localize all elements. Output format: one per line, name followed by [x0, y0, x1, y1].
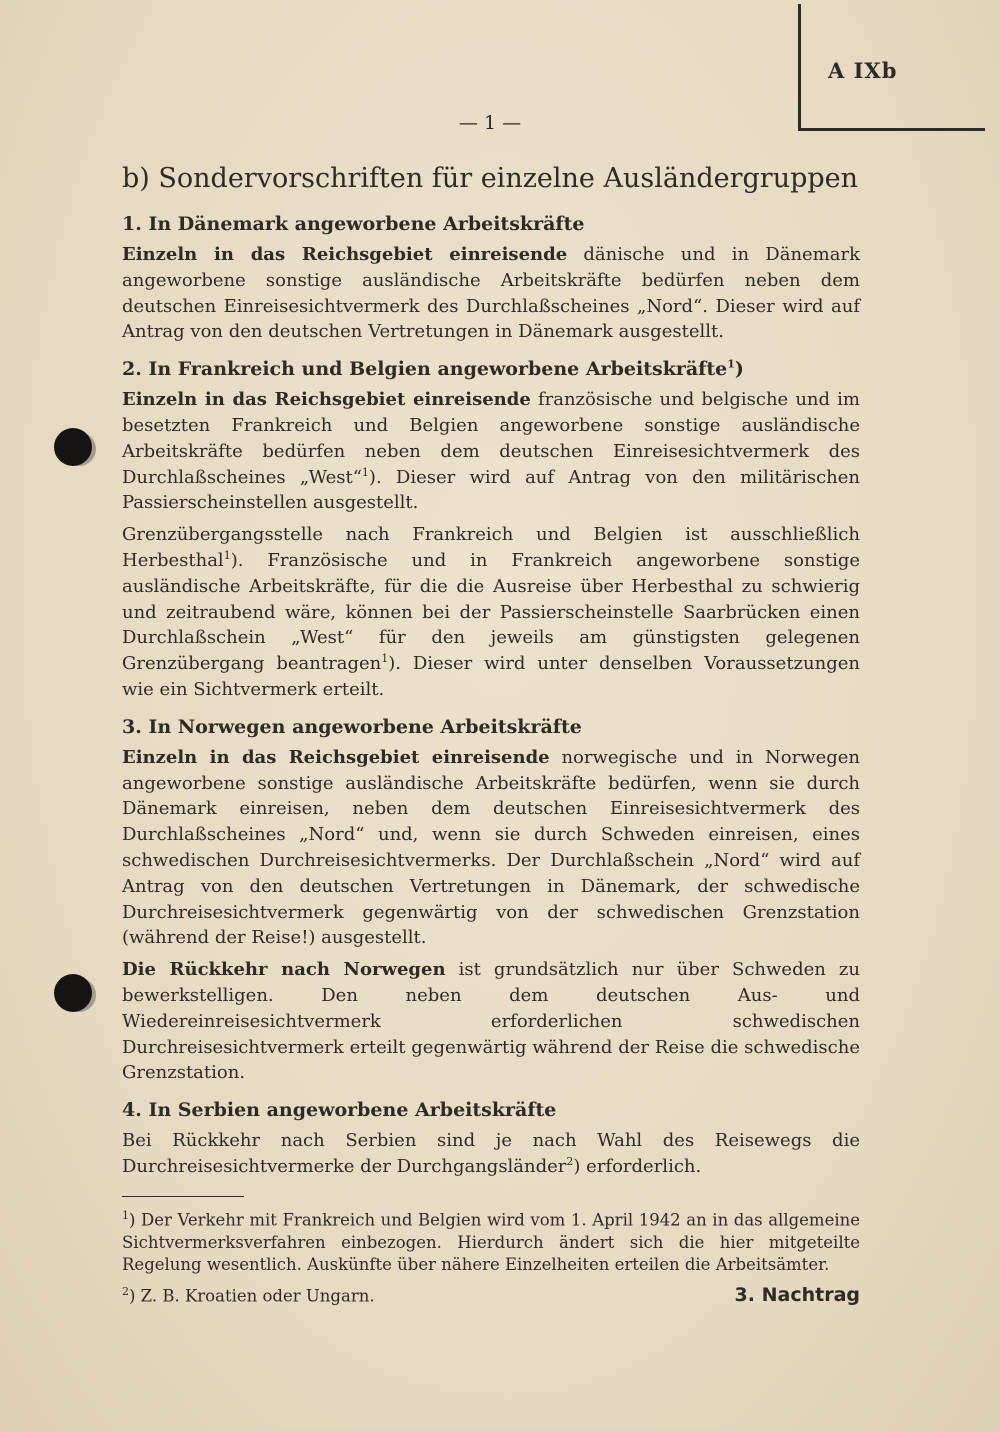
paragraph-text-end: ). Dieser wird unter denselben Voraussetzungen wie ein Sichtvermerk erteilt. [122, 653, 860, 700]
punch-hole-bottom [54, 974, 92, 1012]
footnote-ref: 1 [381, 652, 389, 666]
supplement-label: 3. Nachtrag [734, 1284, 860, 1306]
footnote-ref: 1 [223, 548, 231, 562]
document-title: b) Sondervorschriften für einzelne Ausländergruppen [122, 163, 859, 194]
footnote-mark: 1 [122, 1208, 129, 1222]
paragraph-lead: Die Rückkehr nach Norwegen [122, 959, 446, 981]
paragraph-lead: Einzeln in das Reichsgebiet einreisende [122, 746, 550, 768]
section-heading: 4. In Serbien angeworbene Arbeitskräfte [122, 1099, 557, 1122]
document-body [122, 160, 860, 1312]
footnote-ref: 1 [727, 357, 735, 371]
paragraph-text: ist grundsätzlich nur über Schweden zu bewerkstelligen. Den neben dem deutschen Aus- und Wiedereinreisesichtvermerk erforderlichen schwedischen Durchreisesichtvermerk erteilt gegenwärtig während der Reise die schwedische Grenzstation. [122, 959, 860, 1084]
paragraph-lead: Einzeln in das Reichsgebiet einreisende [122, 389, 531, 411]
footnote-ref: 2 [566, 1154, 574, 1168]
section-code: A IXb [828, 58, 898, 83]
section-paragraph [122, 957, 860, 1086]
paragraph-text-after: ) erforderlich. [573, 1155, 702, 1177]
paragraph-text: dänische und in Dänemark angeworbene sonstige ausländische Arbeitskräfte bedürfen neben dem deutschen Einreisesichtvermerk des Durchlaßscheines „Nord“. Dieser wird auf Antrag von den deutschen Vertretungen in Dänemark ausgestellt. [122, 244, 860, 343]
footnote-text: ) Der Verkehr mit Frankreich und Belgien wird vom 1. April 1942 an in das allgemeine Sichtvermerksverfahren einbezogen. Hierdurch ändert sich die hier mitgeteilte Regelung wesentlich. Auskünfte über nähere Einzelheiten erteilen die Arbeitsämter. [122, 1210, 860, 1275]
paragraph-lead: Einzeln in das Reichsgebiet einreisende [122, 244, 568, 265]
footnote-text: ) Z. B. Kroatien oder Ungarn. [129, 1286, 375, 1306]
footnote-ref: 1 [361, 465, 369, 479]
footnote-divider [122, 1196, 244, 1197]
paragraph-text-after: ). Dieser wird auf Antrag von den militärischen Passierscheinstellen ausgestellt. [122, 466, 860, 514]
section-paragraph [122, 1128, 860, 1180]
footnote [122, 1205, 860, 1277]
punch-hole-top [54, 428, 92, 466]
paragraph-text: Bei Rückkehr nach Serbien sind je nach Wahl des Reisewegs die Durchreisesichtvermerke der Durchgangsländer [122, 1130, 860, 1177]
section-heading: 3. In Norwegen angeworbene Arbeitskräfte [122, 715, 582, 738]
section-heading-end: ) [734, 358, 744, 381]
paragraph-text: norwegische und in Norwegen angeworbene sonstige ausländische Arbeitskräfte bedürfen, wenn sie durch Dänemark einreisen, neben dem deutschen Einreisesichtvermerk des Durchlaßscheines „Nord“ und, wenn sie durch Schweden einreisen, eines schwedischen Durchreisesichtvermerks. Der Durchlaßschein „Nord“ wird auf Antrag von den deutschen Vertretungen in Dänemark, der schwedische Durchreisesichtvermerk gegenwärtig von der schwedischen Grenzstation (während der Reise!) ausgestellt. [122, 746, 861, 949]
section-paragraph [122, 745, 860, 951]
footnote-mark: 2 [122, 1284, 129, 1298]
paragraph-text-after: ). Französische und in Frankreich angeworbene sonstige ausländische Arbeitskräfte, für die die Ausreise über Herbesthal zu schwierig und zeitraubend wäre, können bei der Passierscheinstelle Saarbrücken einen Durchlaßschein „West“ für den jeweils am günstigsten gelegenen Grenzübergang beantragen [122, 549, 860, 675]
page-number: — 1 — [458, 112, 522, 134]
section-heading [122, 355, 860, 383]
section-paragraph [122, 242, 860, 345]
paragraph-text: Grenzübergangsstelle nach Frankreich und Belgien ist ausschließlich Herbesthal [122, 524, 860, 571]
section-heading: 1. In Dänemark angeworbene Arbeitskräfte [122, 213, 585, 235]
section-paragraph [122, 522, 860, 703]
paragraph-text: französische und belgische und im besetzten Frankreich und Belgien angeworbene sonstige ausländische Arbeitskräfte bedürfen neben dem deutschen Einreisesichtvermerk des Durchlaßscheines „West“ [122, 389, 860, 488]
section-paragraph [122, 387, 860, 516]
section-heading-text: 2. In Frankreich und Belgien angeworbene Arbeitskräfte [122, 358, 728, 381]
